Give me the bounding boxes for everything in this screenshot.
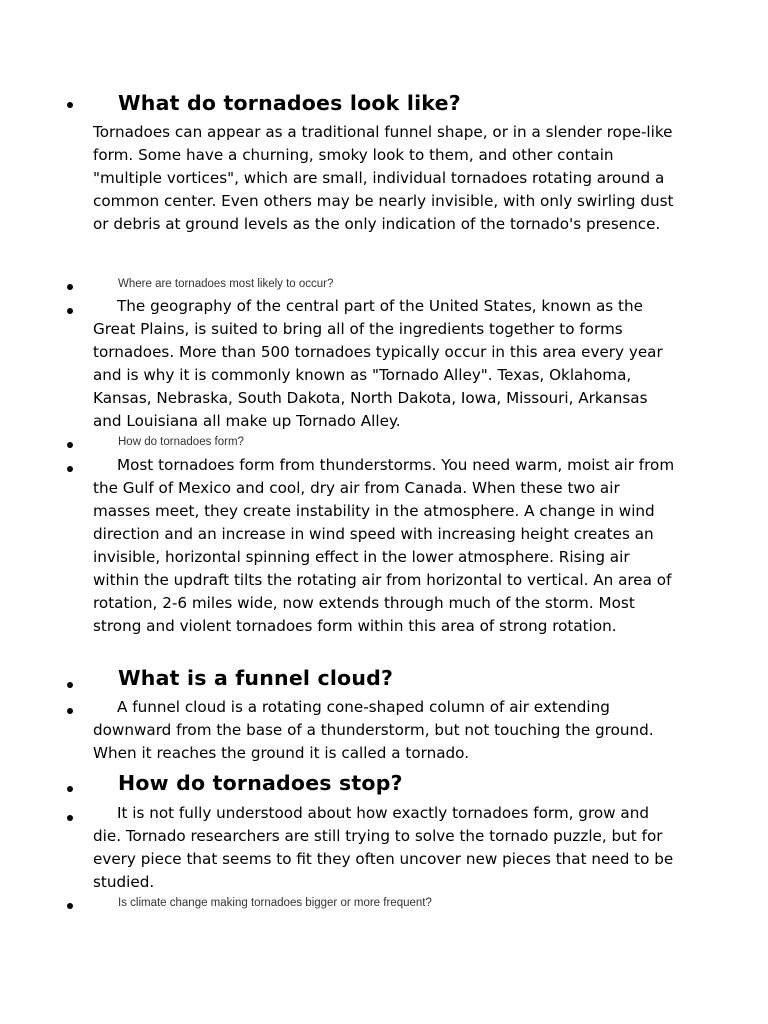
paragraph: Tornadoes can appear as a traditional funnel shape, or in a slender rope-like form. Some have a churning, smoky look to them, and other contain "multiple vortices", which are small, individual tornadoes rotating around a common center. Even others may be nearly invisible, with only swirling dust or debris at ground levels as the only indication of the tornado's presence.	[93, 123, 674, 233]
paragraph	[93, 802, 678, 894]
paragraph-text: A funnel cloud is a rotating cone-shaped column of air extending downward from the base of a thunderstorm, but not touching the ground. When it reaches the ground it is called a tornado.	[93, 698, 654, 762]
bullet	[67, 308, 73, 314]
bullet	[67, 815, 73, 821]
bullet	[67, 442, 73, 448]
paragraph	[93, 295, 678, 433]
bullet	[67, 102, 73, 108]
bullet	[67, 466, 73, 472]
bullet	[67, 682, 73, 688]
paragraph-text: Most tornadoes form from thunderstorms. You need warm, moist air from the Gulf of Mexico and cool, dry air from Canada. When these two air masses meet, they create instability in the atmosphere. A change in wind direction and an increase in wind speed with increasing height creates an invisible, horizontal spinning effect in the lower atmosphere. Rising air within the updraft tilts the rotating air from horizontal to vertical. An area of rotation, 2-6 miles wide, now extends through much of the storm. Most strong and violent tornadoes form within this area of strong rotation.	[93, 456, 675, 635]
bullet	[67, 903, 73, 909]
bullet	[67, 708, 73, 714]
question-text: How do tornadoes form?	[118, 436, 244, 448]
section-heading: What is a funnel cloud?	[118, 666, 394, 690]
question-text: Is climate change making tornadoes bigger or more frequent?	[118, 897, 432, 909]
bullet	[67, 786, 73, 792]
paragraph	[93, 696, 678, 765]
bullet	[67, 284, 73, 290]
question-text: Where are tornadoes most likely to occur?	[118, 278, 334, 290]
paragraph	[93, 454, 678, 638]
section-heading: What do tornadoes look like?	[118, 91, 461, 115]
paragraph-text: It is not fully understood about how exactly tornadoes form, grow and die. Tornado researchers are still trying to solve the tornado puzzle, but for every piece that seems to fit they often uncover new pieces that need to be studied.	[93, 804, 674, 891]
paragraph-text: The geography of the central part of the United States, known as the Great Plains, is suited to bring all of the ingredients together to forms tornadoes. More than 500 tornadoes typically occur in this area every year and is why it is commonly known as "Tornado Alley". Texas, Oklahoma, Kansas, Nebraska, South Dakota, North Dakota, Iowa, Missouri, Arkansas and Louisiana all make up Tornado Alley.	[93, 297, 663, 430]
section-heading: How do tornadoes stop?	[118, 771, 403, 795]
